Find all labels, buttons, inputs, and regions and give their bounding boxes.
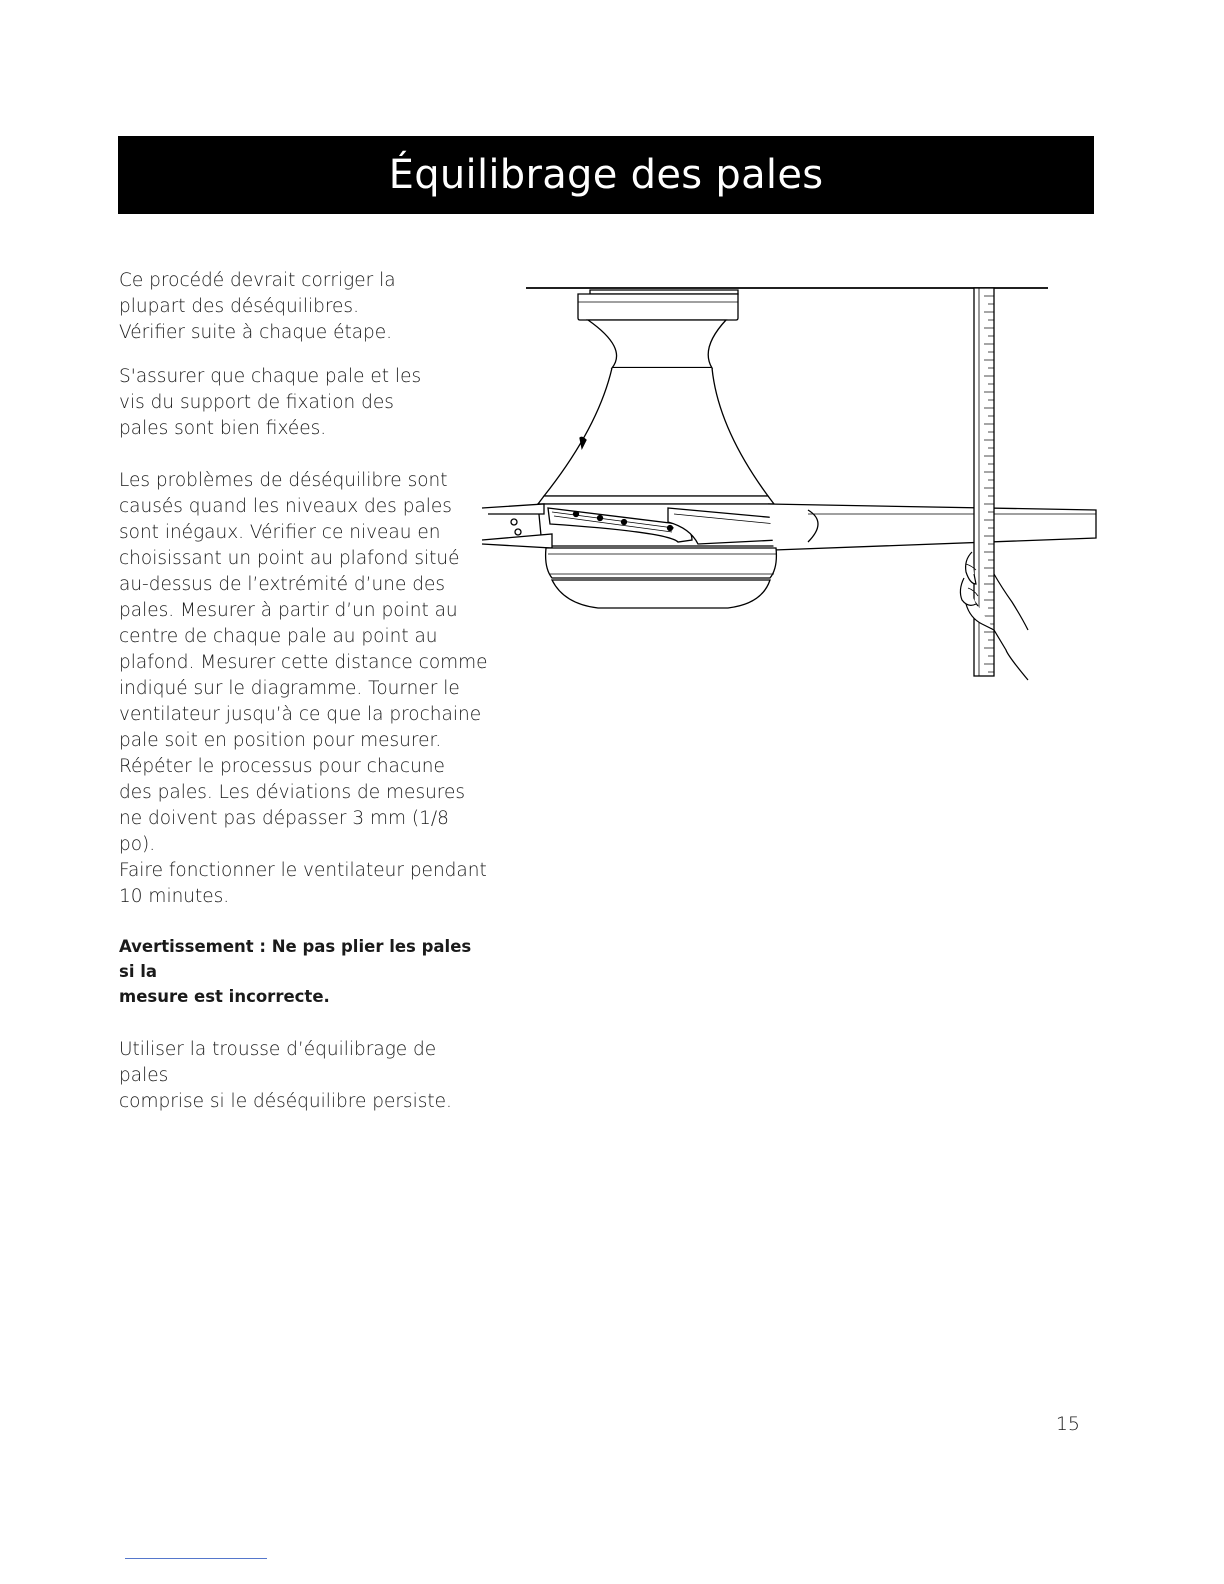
page-title: Équilibrage des pales: [388, 152, 824, 198]
right-blade: [768, 504, 1096, 550]
measurement-procedure-paragraph: Les problèmes de déséquilibre sont causés quand les niveaux des pales sont inégaux. Vérifier ce niveau en choisissant un point au plafond situé au-dessus de l’extrémité d’une des pales. Mesurer à partir d’un point au centre de chaque pale au point au plafond. Mesurer cette distance comme indiqué sur le diagramme. Tourner le ventilateur jusqu’à ce que la prochaine pale soit en position pour mesurer. Répéter le processus pour chacune des pales. Les déviations de mesures ne doivent pas dépasser 3 mm (1/8 po). Faire fonctionner le ventilateur pendant 10 minutes.: [119, 470, 488, 907]
section-header-bar: [118, 136, 1094, 214]
fasten-screws-paragraph: S'assurer que chaque pale et les vis du support de fixation des pales sont bien fixées.: [119, 366, 422, 439]
blade-holder-ring: [538, 496, 778, 546]
light-kit-bowl: [546, 548, 777, 608]
fan-blade-measurement-diagram: [478, 278, 1098, 688]
fan-motor-housing: [544, 320, 768, 496]
balancing-kit-paragraph: Utiliser la trousse d’équilibrage de pales comprise si le déséquilibre persiste.: [119, 1039, 452, 1112]
page-number: 15: [1055, 1413, 1080, 1435]
warning-paragraph: Avertissement : Ne pas plier les pales si la mesure est incorrecte.: [119, 937, 472, 1006]
fan-canopy: [578, 290, 738, 320]
footer-rule: [125, 1558, 267, 1559]
intro-paragraph: Ce procédé devrait corriger la plupart des déséquilibres. Vérifier suite à chaque étape.: [119, 270, 396, 343]
instructions-column: [119, 268, 489, 1115]
